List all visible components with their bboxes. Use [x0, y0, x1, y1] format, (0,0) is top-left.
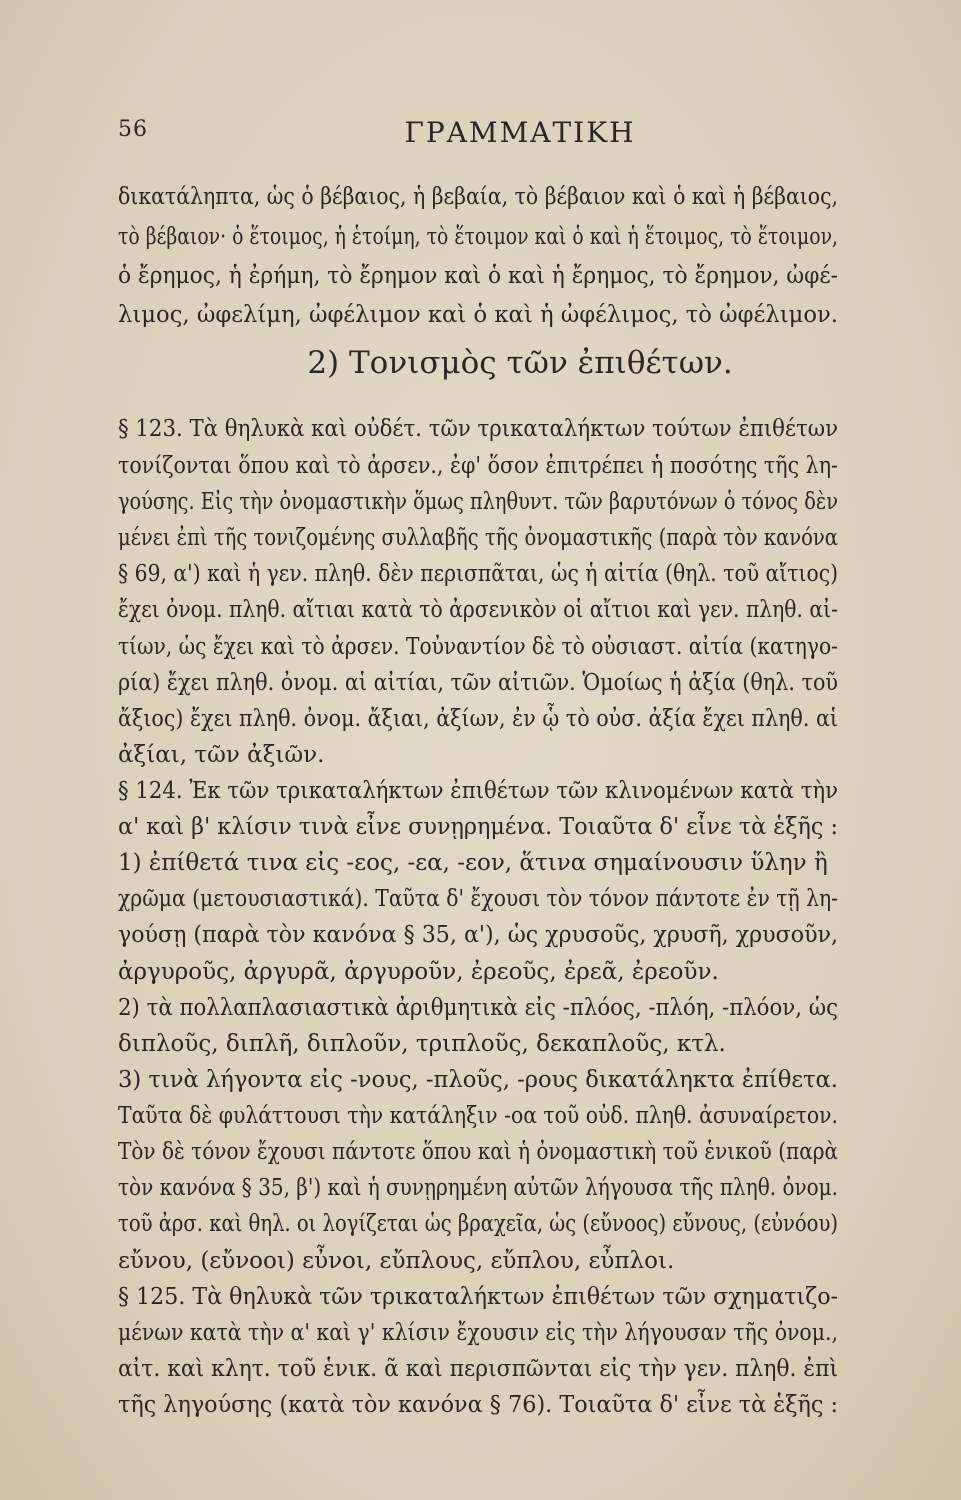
text-line: δικατάληπτα, ὡς ὁ βέβαιος, ἡ βεβαία, τὸ βέβαιον καὶ ὁ καὶ ἡ βέβαιος, — [118, 184, 839, 210]
text-line: τὸν κανόνα § 35, β') καὶ ἡ συνῃρημένη αὐτῶν λήγουσα τῆς πληθ. ὀνομ. — [118, 1175, 839, 1201]
text-line: ρία) ἔχει πληθ. ὀνομ. αἱ αἰτίαι, τῶν αἰτιῶν. Ὁμοίως ἡ ἀξία (θηλ. τοῦ — [118, 670, 839, 696]
text-line: § 125. Τὰ θηλυκὰ τῶν τρικαταλήκτων ἐπιθέτων τῶν σχηματιζο- — [118, 1284, 839, 1310]
text-line: λιμος, ὠφελίμη, ὠφέλιμον καὶ ὁ καὶ ἡ ὠφέλιμος, τὸ ὠφέλιμον. — [118, 302, 839, 328]
text-line: τῆς ληγούσης (κατὰ τὸν κανόνα § 76). Τοιαῦτα δ' εἶνε τὰ ἑξῆς : — [118, 1392, 839, 1418]
text-line: εὔνου, (εὔνοοι) εὖνοι, εὔπλους, εὔπλου, εὖπλοι. — [118, 1248, 675, 1274]
text-line: χρῶμα (μετουσιαστικά). Ταῦτα δ' ἔχουσι τὸν τόνον πάντοτε ἐν τῇ λη- — [118, 886, 838, 912]
text-line: διπλοῦς, διπλῆ, διπλοῦν, τριπλοῦς, δεκαπλοῦς, κτλ. — [118, 1031, 726, 1057]
text-line: Ταῦτα δὲ φυλάττουσι τὴν κατάληξιν -οα τοῦ οὐδ. πληθ. ἀσυναίρετον. — [118, 1103, 838, 1129]
text-line: α' καὶ β' κλίσιν τινὰ εἶνε συνῃρημένα. Τοιαῦτα δ' εἶνε τὰ ἑξῆς : — [118, 814, 839, 840]
text-line: αἰτ. καὶ κλητ. τοῦ ἑνικ. ᾶ καὶ περισπῶνται εἰς τὴν γεν. πληθ. ἐπὶ — [118, 1356, 839, 1382]
text-line: τὸ βέβαιον· ὁ ἕτοιμος, ἡ ἑτοίμη, τὸ ἕτοιμον καὶ ὁ καὶ ἡ ἕτοιμος, τὸ ἕτοιμον, — [118, 224, 839, 250]
text-line: μένει ἐπὶ τῆς τονιζομένης συλλαβῆς τῆς ὀνομαστικῆς (παρὰ τὸν κανόνα — [118, 525, 838, 551]
text-line: ἀργυροῦς, ἀργυρᾶ, ἀργυροῦν, ἐρεοῦς, ἐρεᾶ, ἐρεοῦν. — [118, 959, 719, 985]
text-line: 2) τὰ πολλαπλασιαστικὰ ἀριθμητικὰ εἰς -πλόος, -πλόη, -πλόον, ὡς — [118, 995, 838, 1021]
text-line: ἄξιος) ἔχει πληθ. ὀνομ. ἄξιαι, ἀξίων, ἐν ᾧ τὸ οὐσ. ἀξία ἔχει πληθ. αἱ — [118, 706, 839, 732]
text-line: § 123. Τὰ θηλυκὰ καὶ οὐδέτ. τῶν τρικαταλήκτων τούτων ἐπιθέτων — [118, 416, 839, 442]
text-line: μένων κατὰ τὴν α' καὶ γ' κλίσιν ἔχουσιν εἰς τὴν λήγουσαν τῆς ὀνομ., — [118, 1320, 839, 1346]
text-line: ἀξίαι, τῶν ἀξιῶν. — [118, 742, 325, 768]
text-line: ὁ ἔρημος, ἡ ἐρήμη, τὸ ἔρημον καὶ ὁ καὶ ἡ ἔρημος, τὸ ἔρημον, ὠφέ- — [118, 263, 838, 289]
text-line: γούσης. Εἰς τὴν ὀνομαστικὴν ὅμως πληθυντ. τῶν βαρυτόνων ὁ τόνος δὲν — [118, 489, 838, 515]
page-number: 56 — [118, 117, 148, 142]
text-line: τονίζονται ὅπου καὶ τὸ ἀρσεν., ἐφ' ὅσον ἐπιτρέπει ἡ ποσότης τῆς λη- — [118, 453, 838, 479]
text-line: 3) τινὰ λήγοντα εἰς -νους, -πλοῦς, -ρους δικατάληκτα ἐπίθετα. — [118, 1067, 839, 1093]
text-line: τίων, ὡς ἔχει καὶ τὸ ἀρσεν. Τοὐναντίον δὲ τὸ οὐσιαστ. αἰτία (κατηγο- — [118, 634, 838, 660]
text-line: ἔχει ὀνομ. πληθ. αἴτιαι κατὰ τὸ ἀρσενικὸν οἱ αἴτιοι καὶ γεν. πληθ. αἰ- — [118, 597, 838, 623]
running-title: ΓΡΑΜΜΑΤΙΚΗ — [404, 116, 636, 149]
text-line: γούσῃ (παρὰ τὸν κανόνα § 35, α'), ὡς χρυσοῦς, χρυσῆ, χρυσοῦν, — [118, 922, 839, 948]
text-line: τοῦ ἀρσ. καὶ θηλ. οι λογίζεται ὡς βραχεῖα, ὡς (εὔνοος) εὔνους, (εὐνόου) — [118, 1211, 838, 1237]
text-line: Τὸν δὲ τόνον ἔχουσι πάντοτε ὅπου καὶ ἡ ὀνομαστικὴ τοῦ ἑνικοῦ (παρὰ — [118, 1139, 839, 1165]
section-heading: 2) Τονισμὸς τῶν ἐπιθέτων. — [307, 345, 733, 381]
text-line: 1) ἐπίθετά τινα εἰς -εος, -εα, -εον, ἅτινα σημαίνουσιν ὕλην ἢ — [118, 850, 828, 876]
text-line: § 124. Ἐκ τῶν τρικαταλήκτων ἐπιθέτων τῶν κλινομένων κατὰ τὴν — [118, 778, 839, 804]
text-line: § 69, α') καὶ ἡ γεν. πληθ. δὲν περισπᾶται, ὡς ἡ αἰτία (θηλ. τοῦ αἴτιος) — [118, 561, 839, 587]
